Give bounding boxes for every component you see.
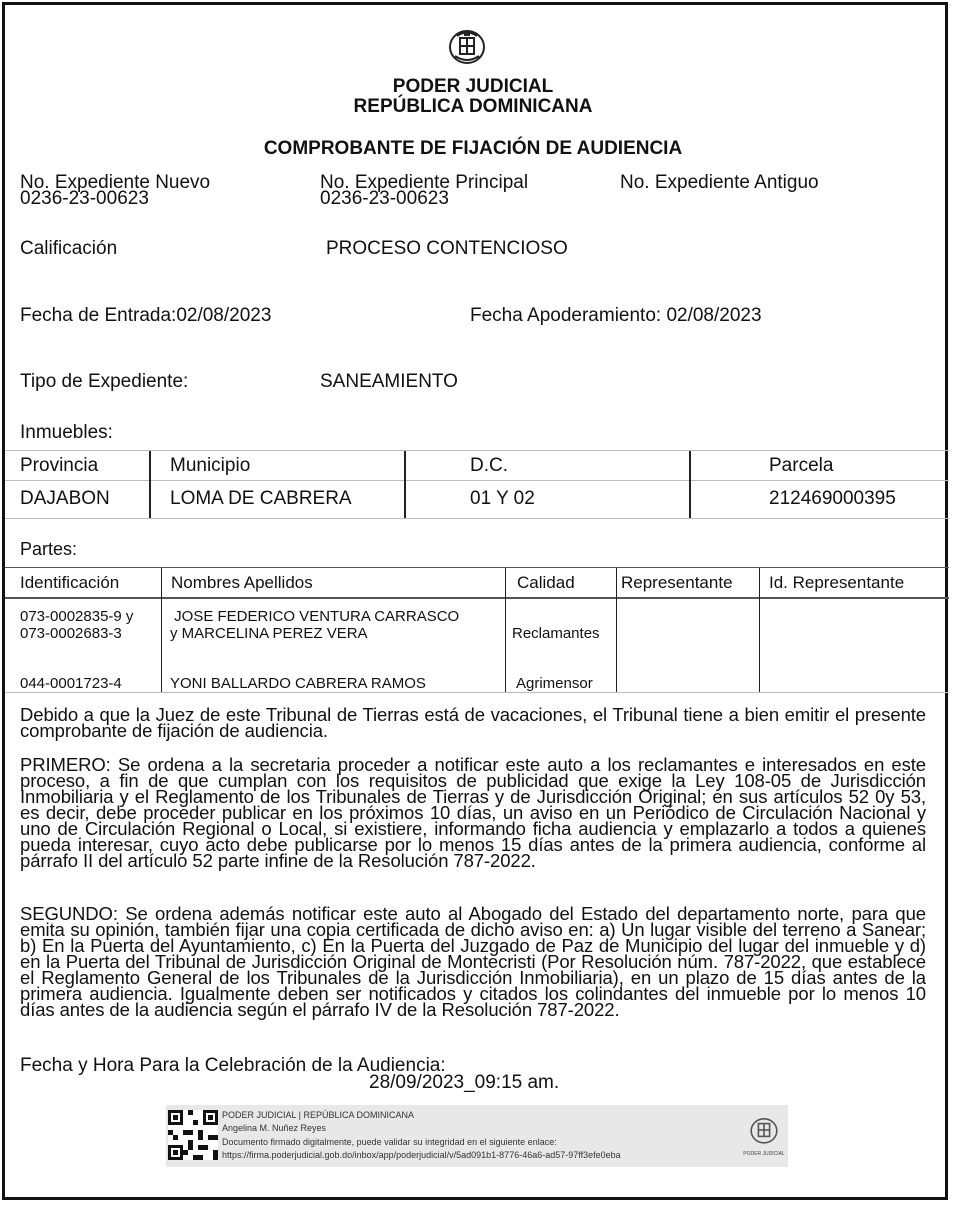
partes-header-nombres: Nombres Apellidos	[171, 573, 313, 592]
signature-line-signer: Angelina M. Nuñez Reyes	[222, 1123, 327, 1133]
fecha-apoderamiento: Fecha Apoderamiento: 02/08/2023	[470, 305, 762, 326]
inmuebles-header-provincia: Provincia	[20, 455, 99, 476]
seal-caption: PODER JUDICIAL	[743, 1151, 785, 1157]
partes-divider	[505, 568, 506, 692]
expediente-nuevo-value: 0236-23-00623	[20, 188, 149, 209]
partes-header-identificacion: Identificación	[20, 573, 120, 592]
partes-header-id-representante: Id. Representante	[769, 573, 905, 592]
fecha-entrada: Fecha de Entrada:02/08/2023	[20, 305, 272, 326]
inmuebles-top-rule	[5, 450, 949, 451]
audiencia-datetime: 28/09/2023_09:15 am.	[369, 1072, 560, 1093]
inmuebles-bottom-rule	[5, 518, 949, 519]
partes-label: Partes:	[20, 539, 78, 559]
partes-row1-id-line2: 073-0002683-3	[20, 625, 122, 642]
calificacion-value: PROCESO CONTENCIOSO	[326, 238, 568, 259]
partes-row1-calidad: Reclamantes	[512, 625, 600, 642]
partes-row1-name-line2: y MARCELINA PEREZ VERA	[170, 625, 368, 642]
partes-row1-id-line1: 073-0002835-9 y	[20, 608, 134, 625]
calificacion-label: Calificación	[20, 238, 118, 259]
inmuebles-divider	[689, 451, 691, 518]
partes-header-calidad: Calidad	[517, 573, 575, 592]
inmuebles-header-rule	[5, 480, 949, 481]
inmuebles-cell-dc: 01 Y 02	[470, 488, 535, 509]
partes-row2-id: 044-0001723-4	[20, 675, 122, 692]
expediente-principal-label: No. Expediente Principal	[320, 172, 529, 193]
inmuebles-divider	[149, 451, 151, 518]
org-name-line2: REPÚBLICA DOMINICANA	[353, 96, 593, 117]
tipo-expediente-label: Tipo de Expediente:	[20, 371, 189, 392]
partes-divider	[161, 568, 162, 692]
inmuebles-cell-parcela: 212469000395	[769, 488, 896, 509]
tipo-expediente-value: SANEAMIENTO	[320, 371, 458, 392]
partes-top-rule	[5, 567, 949, 568]
qr-code-icon[interactable]	[168, 1109, 218, 1161]
partes-bottom-rule	[5, 692, 949, 693]
audiencia-label: Fecha y Hora Para la Celebración de la Audiencia:	[20, 1055, 446, 1076]
signature-line-note: Documento firmado digitalmente, puede validar su integridad en el siguiente enlace:	[222, 1137, 557, 1147]
signature-line-org: PODER JUDICIAL | REPÚBLICA DOMINICANA	[222, 1110, 415, 1120]
inmuebles-divider	[404, 451, 406, 518]
org-name-line1: PODER JUDICIAL	[392, 76, 554, 97]
inmuebles-header-municipio: Municipio	[170, 455, 251, 476]
signature-validation-link[interactable]: https://firma.poderjudicial.gob.do/inbox/app/poderjudicial/v/5ad091b1-8776-46a6-ad57-97ff3efe0eba	[222, 1150, 621, 1160]
expediente-nuevo-label: No. Expediente Nuevo	[20, 172, 211, 193]
partes-divider	[616, 568, 617, 692]
segundo-paragraph: SEGUNDO: Se ordena además notificar este auto al Abogado del Estado del departamento norte, para que emita su opinión, también fijar una copia certificada de dicho aviso en: a) Un lugar visible del terreno a Sanear; b) En la Puerta del Ayuntamiento, c) En la Puerta del Juzgado de Paz de Municipio del lugar del inmueble y d) en la Puerta del Tribunal de Jurisdicción Original de Montecristi (Por Resolución núm. 787-2022, que establece el Reglamento General de los Tribunales de la Jurisdicción Inmobiliaria), en un plazo de 15 días antes de la primera audiencia. Igualmente deben ser notificados y citados los colindantes del inmueble por lo menos 10 días antes de la audiencia según el párrafo IV de la Resolución 787-2022.	[20, 903, 926, 1020]
document-title: COMPROBANTE DE FIJACIÓN DE AUDIENCIA	[263, 138, 683, 159]
inmuebles-header-parcela: Parcela	[769, 455, 834, 476]
inmuebles-cell-municipio: LOMA DE CABRERA	[170, 488, 352, 509]
intro-paragraph: Debido a que la Juez de este Tribunal de Tierras está de vacaciones, el Tribunal tiene a bien emitir el presente comprobante de fijación de audiencia.	[20, 704, 926, 741]
partes-header-representante: Representante	[621, 573, 733, 592]
partes-header-rule	[5, 597, 949, 599]
seal-emblem-icon	[748, 1113, 780, 1147]
coat-of-arms-icon	[447, 26, 487, 66]
expediente-principal-value: 0236-23-00623	[320, 188, 449, 209]
digital-signature-block	[166, 1105, 788, 1167]
partes-row1-name-line1: JOSE FEDERICO VENTURA CARRASCO	[170, 608, 460, 625]
partes-divider	[759, 568, 760, 692]
expediente-antiguo-label: No. Expediente Antiguo	[620, 172, 819, 193]
partes-row2-calidad: Agrimensor	[516, 675, 593, 692]
inmuebles-cell-provincia: DAJABON	[20, 488, 110, 509]
inmuebles-header-dc: D.C.	[470, 455, 508, 476]
partes-row2-name: YONI BALLARDO CABRERA RAMOS	[170, 675, 426, 692]
inmuebles-label: Inmuebles:	[20, 422, 113, 443]
primero-paragraph: PRIMERO: Se ordena a la secretaria proceder a notificar este auto a los reclamantes e interesados en este proceso, a fin de que cumplan con los requisitos de publicidad que exige la Ley 108-05 de Jurisdicción Inmobiliaria y el Reglamento de los Tribunales de Tierras y de Jurisdicción Original; en sus artículos 52 0y 53, es decir, debe proceder publicar en los próximos 10 días, un aviso en un Periódico de Circulación Nacional y uno de Circulación Regional o Local, si existiere, informando ficha audiencia y emplazarlo a todos a quienes pueda interesar, cuyo acto debe publicarse por lo menos 15 días antes de la primera audiencia, conforme al párrafo II del artículo 52 parte infine de la Resolución 787-2022.	[20, 754, 926, 871]
